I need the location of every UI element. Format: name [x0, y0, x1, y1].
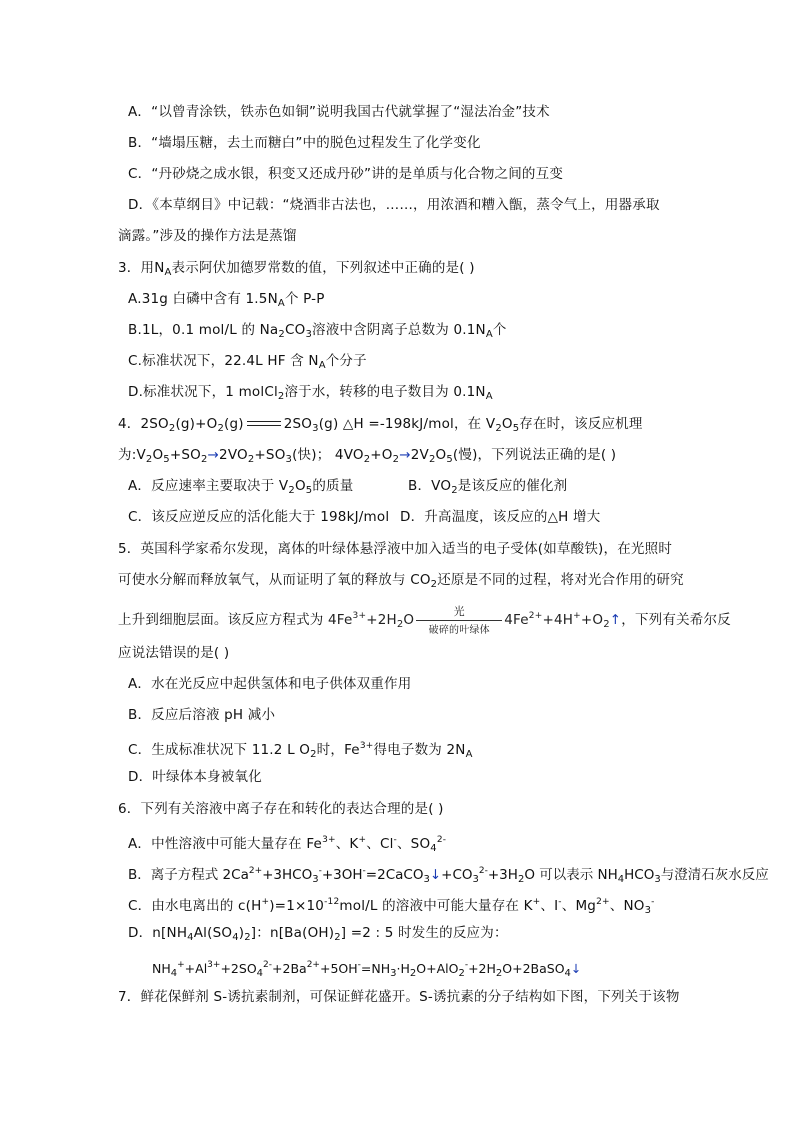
text: (g) [224, 416, 244, 432]
subscript: 3 [390, 968, 397, 979]
text: ]：n[Ba(OH) [250, 925, 335, 941]
text: C.标准状况下，22.4L HF 含 N [128, 353, 319, 369]
superscript: 2- [436, 835, 447, 845]
subscript: 2 [517, 874, 525, 885]
subscript: 2 [392, 454, 400, 465]
text: C．生成标准状况下 11.2 L O [128, 742, 311, 758]
q4-stem-line1 [118, 414, 643, 439]
superscript: - [558, 897, 562, 907]
q2-option-d-line1: D．《本草纲目》中记载：“烧酒非古法也，……，用浓酒和糟入甑，蒸令气上，用器承取 [128, 197, 660, 213]
q4-option-a [128, 476, 353, 501]
q3-stem [118, 258, 475, 283]
q6-option-d-equation [152, 955, 581, 984]
superscript: 2+ [528, 611, 543, 621]
text: 、Cl [366, 836, 394, 852]
subscript: 4 [430, 843, 437, 854]
text: +3H [487, 867, 518, 883]
superscript: - [651, 897, 655, 907]
q3-option-b [128, 320, 507, 345]
subscript: 4 [232, 932, 239, 943]
text: CO [284, 322, 306, 338]
q3-option-a [128, 289, 325, 314]
text: =NH [360, 961, 391, 976]
subscript: 2 [200, 454, 208, 465]
text: 溶液中含阴离子总数为 0.1N [312, 322, 486, 338]
text: O [435, 447, 447, 463]
superscript: - [393, 835, 397, 845]
text: (g) △H =-198kJ/mol，在 V [318, 416, 496, 432]
q4-option-c: C．该反应逆反应的活化能大于 198kJ/mol [128, 509, 390, 525]
subscript: 2 [428, 454, 436, 465]
text: Al(SO [193, 925, 233, 941]
superscript: 3+ [359, 741, 374, 751]
text: 是该反应的催化剂 [457, 478, 568, 494]
subscript: A [164, 267, 172, 278]
subscript: 2 [409, 968, 417, 979]
text: 个 P-P [284, 291, 325, 307]
text: +CO [441, 867, 473, 883]
text: O [294, 478, 306, 494]
text: ·H [396, 961, 410, 976]
subscript: 2 [278, 329, 285, 340]
text: ) [238, 925, 245, 941]
text: (快)； 4VO [292, 447, 364, 463]
text: 还原是不同的过程，将对光合作用的研究 [437, 572, 684, 588]
precipitate-down-arrow-icon: ↓ [429, 867, 442, 883]
subscript: 3 [654, 874, 661, 885]
q5-option-c [128, 736, 473, 765]
text: O+2BaSO [502, 961, 565, 976]
text: +2H [468, 961, 496, 976]
text: 的质量 [312, 478, 354, 494]
q6-stem: 6．下列有关溶液中离子存在和转化的表达合理的是( ) [118, 801, 444, 817]
subscript: 2 [495, 423, 502, 434]
subscript: A [318, 360, 326, 371]
q2-option-c: C．“丹砂烧之成水银，积变又还成丹砂”讲的是单质与化合物之间的互变 [128, 166, 564, 182]
condition-light: 光 [453, 605, 465, 618]
superscript: 2- [263, 960, 273, 970]
q5-stem-line3 [118, 606, 731, 635]
text: D.标准状况下，1 molCl [128, 384, 278, 400]
superscript: - [464, 960, 469, 970]
q3-option-d [128, 382, 493, 407]
text: mol/L 的溶液中可能大量存在 K [339, 898, 533, 914]
subscript: 5 [163, 454, 170, 465]
subscript: 2 [244, 932, 251, 943]
subscript: 2 [277, 391, 285, 402]
text: (慢)，下列说法正确的是( ) [452, 447, 617, 463]
text: 、Mg [561, 898, 597, 914]
subscript: 2 [458, 968, 465, 979]
subscript: 2 [334, 932, 341, 943]
text: O [403, 612, 415, 628]
superscript: - [318, 866, 322, 876]
subscript: 3 [423, 874, 430, 885]
text: B．离子方程式 2Ca [128, 867, 249, 883]
q6-option-d [128, 923, 508, 948]
q2-option-d-line2: 滴露。”涉及的操作方法是蒸馏 [118, 228, 297, 244]
subscript: 4 [187, 932, 194, 943]
q5-option-d: D．叶绿体本身被氧化 [128, 769, 262, 785]
text: 4Fe [328, 612, 353, 628]
q5-stem-line2 [118, 570, 684, 595]
subscript: 3 [305, 329, 312, 340]
text: 与澄清石灰水反应 [660, 867, 769, 883]
text: 、K [335, 836, 359, 852]
q6-option-a [128, 830, 446, 859]
text: O [152, 447, 164, 463]
superscript: 2+ [248, 866, 263, 876]
text: 个 [492, 322, 507, 338]
q2-option-a: A．“以曾青涂铁，铁赤色如铜”说明我国古代就掌握了“湿法冶金”技术 [128, 104, 550, 120]
text: +O [580, 612, 604, 628]
subscript: 2 [430, 579, 438, 590]
subscript: 3 [312, 423, 319, 434]
subscript: 2 [451, 485, 458, 496]
text: 时，Fe [316, 742, 360, 758]
text: 得电子数为 2N [373, 742, 466, 758]
right-arrow-icon: → [207, 447, 220, 463]
subscript: A [485, 391, 493, 402]
text: A．反应速率主要取决于 V [128, 478, 289, 494]
text: 4．2SO [118, 416, 169, 432]
subscript: 4 [617, 874, 625, 885]
subscript: 3 [644, 905, 652, 916]
text: ] =2 : 5 时发生的反应为： [340, 925, 508, 941]
subscript: 2 [363, 454, 371, 465]
subscript: 2 [603, 619, 610, 630]
text: C．由水电离出的 c(H [128, 898, 262, 914]
text: NH [152, 961, 171, 976]
text: O [501, 416, 513, 432]
text: +SO [169, 447, 201, 463]
text: 上升到细胞层面。该反应方程式为 [118, 612, 328, 628]
text: O 可以表示 NH [524, 867, 618, 883]
text: +3OH [321, 867, 363, 883]
subscript: A [465, 749, 473, 760]
text: 2V [410, 447, 429, 463]
superscript: -12 [324, 897, 340, 907]
superscript: - [362, 866, 366, 876]
subscript: 2 [288, 485, 295, 496]
superscript: 3+ [322, 835, 336, 845]
superscript: 2+ [306, 960, 320, 970]
subscript: 3 [472, 874, 479, 885]
subscript: 5 [446, 454, 453, 465]
subscript: 3 [285, 454, 293, 465]
superscript: - [357, 960, 361, 970]
text: +2H [366, 612, 397, 628]
text: 存在时，该反应机理 [519, 416, 643, 432]
q3-stem-tail: 表示阿伏加德罗常数的值，下列叙述中正确的是( ) [171, 260, 475, 276]
text: A．中性溶液中可能大量存在 Fe [128, 836, 323, 852]
gas-up-arrow-icon: ↑ [609, 612, 622, 628]
text: 、I [540, 898, 559, 914]
right-arrow-icon: → [399, 447, 411, 463]
q6-option-b [128, 861, 769, 890]
text: =2CaCO [365, 867, 424, 883]
text: A.31g 白磷中含有 1.5N [128, 291, 278, 307]
q5-option-a: A．水在光反应中起供氢体和电子供体双重作用 [128, 676, 412, 692]
reaction-condition [416, 605, 502, 636]
text: 可使水分解而释放氧气，从而证明了氧的释放与 CO [118, 572, 431, 588]
q3-option-c [128, 351, 367, 376]
subscript: 2 [247, 454, 255, 465]
q7-stem: 7．鲜花保鲜剂 S-诱抗素制剂，可保证鲜花盛开。S-诱抗素的分子结构如下图，下列关于该物 [118, 989, 680, 1005]
text: 溶于水，转移的电子数目为 0.1N [284, 384, 486, 400]
subscript: 2 [168, 423, 176, 434]
q2-option-b: B．“墙塌压糖，去土而糖白”中的脱色过程发生了化学变化 [128, 135, 481, 151]
text: +3HCO [262, 867, 313, 883]
subscript: A [485, 329, 493, 340]
superscript: + [261, 897, 270, 907]
subscript: 2 [145, 454, 153, 465]
subscript: A [277, 298, 285, 309]
superscript: 2- [478, 866, 488, 876]
subscript: 2 [495, 968, 503, 979]
subscript: 4 [564, 968, 571, 979]
text: 为:V [118, 447, 146, 463]
subscript: 4 [256, 968, 264, 979]
text: 个分子 [325, 353, 367, 369]
text: +Al [184, 961, 208, 976]
q4-stem-line2 [118, 445, 616, 470]
q4-option-d: D．升高温度，该反应的△H 增大 [400, 509, 601, 525]
superscript: 2+ [596, 897, 610, 907]
q6-option-c [128, 892, 655, 921]
q5-option-b: B．反应后溶液 pH 减小 [128, 707, 276, 723]
q5-stem-line4: 应说法错误的是( ) [118, 645, 230, 661]
text: ，下列有关希尔反 [621, 612, 731, 628]
text: O+AlO [416, 961, 459, 976]
superscript: + [532, 897, 541, 907]
subscript: 2 [310, 749, 317, 760]
q3-stem-text: 3．用N [118, 260, 165, 276]
text: 4Fe [504, 612, 529, 628]
subscript: 3 [312, 874, 319, 885]
text: +2Ba [272, 961, 307, 976]
text: 2SO [283, 416, 313, 432]
superscript: 3+ [352, 611, 367, 621]
reversible-arrow-icon [247, 420, 281, 428]
subscript: 2 [217, 423, 225, 434]
text: +5OH [319, 961, 358, 976]
text: B．VO [408, 478, 452, 494]
text: +O [370, 447, 393, 463]
condition-chloroplast: 破碎的叶绿体 [428, 625, 490, 636]
superscript: + [177, 960, 185, 970]
superscript: 3+ [207, 960, 221, 970]
subscript: 5 [305, 485, 313, 496]
text: +2SO [220, 961, 257, 976]
text: +SO [254, 447, 286, 463]
q4-option-b [408, 476, 567, 501]
q5-stem-line1: 5．英国科学家希尔发现，离体的叶绿体悬浮液中加入适当的电子受体(如草酸铁)，在光照时 [118, 541, 673, 557]
text: 、SO [396, 836, 431, 852]
text: 、NO [609, 898, 645, 914]
text: HCO [624, 867, 655, 883]
reaction-equation [328, 605, 622, 636]
text: B.1L，0.1 mol/L 的 Na [128, 322, 279, 338]
text: +4H [542, 612, 574, 628]
superscript: + [573, 611, 581, 621]
text: )=1×10 [269, 898, 325, 914]
superscript: + [358, 835, 367, 845]
text: D．n[NH [128, 925, 188, 941]
text: 2VO [219, 447, 248, 463]
subscript: 4 [170, 968, 178, 979]
subscript: 5 [512, 423, 520, 434]
text: (g)+O [175, 416, 218, 432]
subscript: 2 [396, 619, 404, 630]
precipitate-down-arrow-icon: ↓ [570, 961, 582, 976]
